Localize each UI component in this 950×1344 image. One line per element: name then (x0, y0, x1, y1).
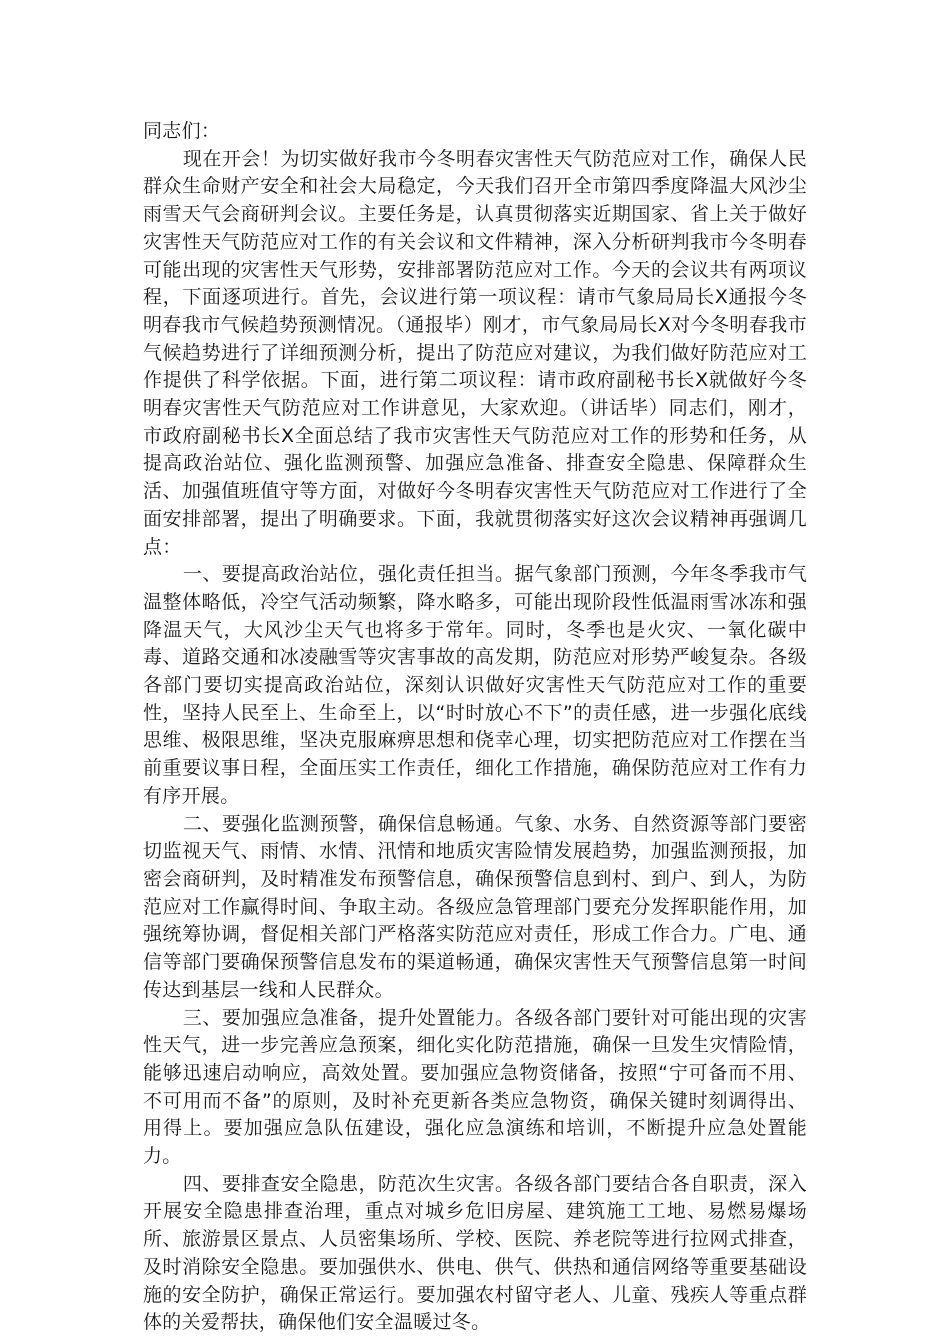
paragraph-point-4: 四、要排查安全隐患，防范次生灾害。各级各部门要结合各自职责，深入开展安全隐患排查治理，重点对城乡危旧房屋、建筑施工工地、易燃易爆场所、旅游景区景点、人员密集场所、学校、医院、养老院等进行拉网式排查，及时消除安全隐患。要加强供水、供电、供气、供热和通信网络等重要基础设施的安全防护，确保正常运行。要加强农村留守老人、儿童、残疾人等重点群体的关爱帮扶，确保他们安全温暖过冬。 (143, 1172, 807, 1334)
paragraph-point-2: 二、要强化监测预警，确保信息畅通。气象、水务、自然资源等部门要密切监视天气、雨情、水情、汛情和地质灾害险情发展趋势，加强监测预报，加密会商研判，及时精准发布预警信息，确保预警信息到村、到户、到人，为防范应对工作赢得时间、争取主动。各级应急管理部门要充分发挥职能作用，加强统筹协调，督促相关部门严格落实防范应对责任，形成工作合力。广电、通信等部门要确保预警信息发布的渠道畅通，确保灾害性天气预警信息第一时间传达到基层一线和人民群众。 (143, 812, 807, 1001)
paragraph-point-3: 三、要加强应急准备，提升处置能力。各级各部门要针对可能出现的灾害性天气，进一步完善应急预案，细化实化防范措施，确保一旦发生灾情险情，能够迅速启动响应，高效处置。要加强应急物资储备，按照“宁可备而不用、不可用而不备”的原则，及时补充更新各类应急物资，确保关键时刻调得出、用得上。要加强应急队伍建设，强化应急演练和培训，不断提升应急处置能力。 (143, 1006, 807, 1168)
salutation: 同志们： (143, 120, 221, 142)
paragraph-opening: 现在开会！为切实做好我市今冬明春灾害性天气防范应对工作，确保人民群众生命财产安全和社会大局稳定，今天我们召开全市第四季度降温大风沙尘雨雪天气会商研判会议。主要任务是，认真贯彻落实近期国家、省上关于做好灾害性天气防范应对工作的有关会议和文件精神，深入分析研判我市今冬明春可能出现的灾害性天气形势，安排部署防范应对工作。今天的会议共有两项议程，下面逐项进行。首先，会议进行第一项议程：请市气象局局长X通报今冬明春我市气候趋势预测情况。（通报毕）刚才，市气象局局长X对今冬明春我市气候趋势进行了详细预测分析，提出了防范应对建议，为我们做好防范应对工作提供了科学依据。下面，进行第二项议程：请市政府副秘书长X就做好今冬明春灾害性天气防范应对工作讲意见，大家欢迎。（讲话毕）同志们，刚才，市政府副秘书长X全面总结了我市灾害性天气防范应对工作的形势和任务，从提高政治站位、强化监测预警、加强应急准备、排查安全隐患、保障群众生活、加强值班值守等方面，对做好今冬明春灾害性天气防范应对工作进行了全面安排部署，提出了明确要求。下面，我就贯彻落实好这次会议精神再强调几点： (143, 147, 807, 558)
paragraph-point-1: 一、要提高政治站位，强化责任担当。据气象部门预测，今年冬季我市气温整体略低，冷空气活动频繁，降水略多，可能出现阶段性低温雨雪冰冻和强降温天气，大风沙尘天气也将多于常年。同时，冬季也是火灾、一氧化碳中毒、道路交通和冰凌融雪等灾害事故的高发期，防范应对形势严峻复杂。各级各部门要切实提高政治站位，深刻认识做好灾害性天气防范应对工作的重要性，坚持人民至上、生命至上，以“时时放心不下”的责任感，进一步强化底线思维、极限思维，坚决克服麻痹思想和侥幸心理，切实把防范应对工作摆在当前重要议事日程，全面压实工作责任，细化工作措施，确保防范应对工作有力有序开展。 (143, 563, 807, 807)
document-body (143, 118, 807, 1337)
